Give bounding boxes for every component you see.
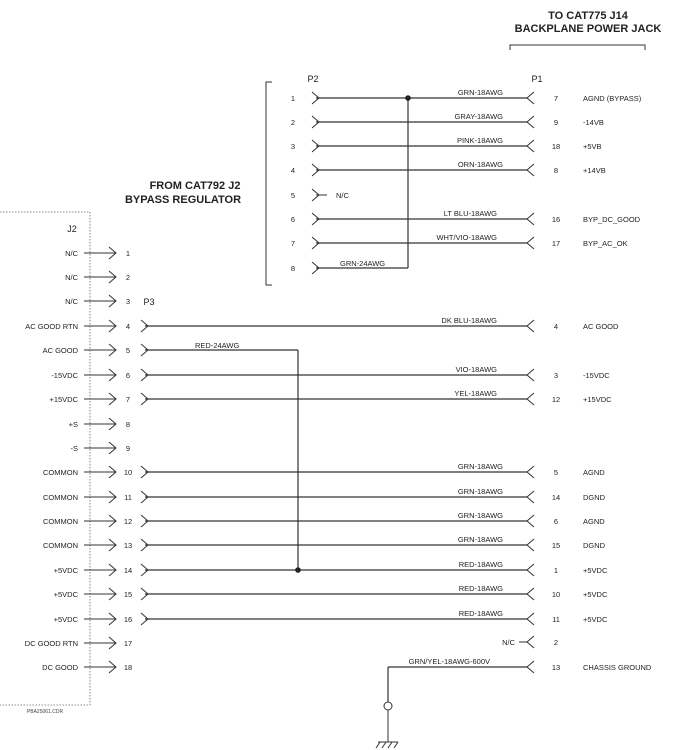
svg-text:10: 10 — [551, 590, 561, 599]
wire-label: RED-24AWG — [195, 341, 240, 350]
signal-label: +5VDC — [583, 615, 608, 624]
svg-text:N/C: N/C — [65, 273, 78, 282]
wire-label: GRN-24AWG — [340, 259, 386, 268]
p1-label: P1 — [531, 74, 543, 84]
signal-label: AGND — [583, 517, 605, 526]
wire-label: GRN-18AWG — [457, 88, 503, 97]
svg-text:18: 18 — [123, 663, 133, 672]
wire-label: YEL-18AWG — [454, 389, 497, 398]
j2-row-2 — [65, 271, 130, 283]
svg-text:9: 9 — [553, 118, 559, 127]
signal-label: DGND — [583, 541, 606, 550]
svg-text:+5VDC: +5VDC — [53, 615, 78, 624]
p1-row-13-chassis-ground — [388, 657, 652, 702]
svg-text:2: 2 — [290, 118, 296, 127]
signal-label: CHASSIS GROUND — [583, 663, 652, 672]
j2-row-13 — [43, 535, 606, 551]
from-connector-title-line1: FROM CAT792 J2 — [149, 180, 241, 192]
svg-text:14: 14 — [123, 566, 133, 575]
svg-text:12: 12 — [123, 517, 133, 526]
j2-row-6 — [51, 365, 610, 381]
p2-row-3 — [291, 136, 602, 152]
svg-text:16: 16 — [551, 215, 561, 224]
wire-label: GRN-18AWG — [457, 535, 503, 544]
svg-text:15: 15 — [551, 541, 561, 550]
svg-text:4: 4 — [125, 322, 131, 331]
svg-text:AC GOOD: AC GOOD — [42, 346, 78, 355]
svg-text:17: 17 — [123, 639, 133, 648]
svg-text:4: 4 — [290, 166, 296, 175]
svg-text:2: 2 — [125, 273, 131, 282]
p2-row-5 — [291, 189, 350, 201]
svg-text:COMMON: COMMON — [43, 541, 78, 550]
wire-label: VIO-18AWG — [455, 365, 497, 374]
signal-label: AGND — [583, 468, 605, 477]
signal-label: +5VB — [583, 142, 602, 151]
j2-row-11 — [43, 487, 606, 503]
svg-text:+15VDC: +15VDC — [49, 395, 78, 404]
svg-text:1: 1 — [290, 94, 296, 103]
svg-text:7: 7 — [553, 94, 559, 103]
p2-label: P2 — [307, 74, 319, 84]
signal-label: +14VB — [583, 166, 606, 175]
svg-text:7: 7 — [290, 239, 296, 248]
svg-text:17: 17 — [551, 239, 561, 248]
j2-row-7 — [49, 389, 612, 405]
svg-text:12: 12 — [551, 395, 561, 404]
wire-label: GRN/YEL-18AWG-600V — [408, 657, 490, 666]
signal-label: -15VDC — [583, 371, 610, 380]
svg-text:6: 6 — [125, 371, 131, 380]
svg-text:14: 14 — [551, 493, 561, 502]
svg-text:7: 7 — [125, 395, 131, 404]
signal-label: BYP_AC_OK — [583, 239, 628, 248]
svg-text:N/C: N/C — [65, 297, 78, 306]
svg-text:1: 1 — [125, 249, 131, 258]
wire-label: GRN-18AWG — [457, 511, 503, 520]
j2-row-10 — [43, 462, 605, 478]
svg-text:16: 16 — [123, 615, 133, 624]
signal-label: BYP_DC_GOOD — [583, 215, 641, 224]
wire-label: RED-18AWG — [458, 560, 503, 569]
j2-row-9 — [71, 442, 131, 454]
svg-text:AC GOOD RTN: AC GOOD RTN — [25, 322, 78, 331]
wire-label: GRAY-18AWG — [454, 112, 503, 121]
p2-row-6 — [291, 209, 641, 225]
svg-text:3: 3 — [553, 371, 559, 380]
j2-row-3 — [65, 295, 130, 307]
nc-label: N/C — [336, 191, 349, 200]
svg-text:2: 2 — [553, 638, 559, 647]
svg-text:18: 18 — [551, 142, 561, 151]
svg-text:11: 11 — [124, 493, 132, 502]
svg-text:6: 6 — [553, 517, 559, 526]
j2-row-8 — [69, 418, 130, 430]
svg-text:4: 4 — [553, 322, 559, 331]
j2-row-15 — [54, 584, 608, 600]
j2-row-14 — [54, 560, 608, 576]
wire-label: ORN-18AWG — [457, 160, 503, 169]
svg-text:10: 10 — [123, 468, 133, 477]
wire-label: LT BLU-18AWG — [443, 209, 497, 218]
svg-text:3: 3 — [290, 142, 296, 151]
svg-text:DC GOOD RTN: DC GOOD RTN — [24, 639, 78, 648]
j2-row-17 — [25, 637, 132, 649]
svg-text:13: 13 — [551, 663, 561, 672]
drawing-id: PBA25061.CDR — [26, 709, 64, 715]
svg-text:8: 8 — [290, 264, 296, 273]
j2-label: J2 — [67, 224, 77, 234]
svg-text:DC GOOD: DC GOOD — [42, 663, 78, 672]
nc-label: N/C — [502, 638, 515, 647]
j2-enclosure — [0, 212, 90, 705]
svg-text:+S: +S — [68, 420, 78, 429]
svg-text:+5VDC: +5VDC — [53, 590, 78, 599]
svg-text:-S: -S — [70, 444, 78, 453]
svg-text:8: 8 — [553, 166, 559, 175]
p1-row-2-nc — [502, 636, 558, 648]
p2-row-7 — [291, 233, 628, 249]
p3-label: P3 — [143, 297, 155, 307]
from-connector-bracket — [266, 82, 272, 285]
wire-label: RED-18AWG — [458, 584, 503, 593]
svg-text:+5VDC: +5VDC — [53, 566, 78, 575]
svg-text:15: 15 — [123, 590, 133, 599]
svg-text:9: 9 — [125, 444, 131, 453]
wire-label: PINK-18AWG — [457, 136, 503, 145]
svg-text:5: 5 — [553, 468, 559, 477]
svg-text:3: 3 — [125, 297, 131, 306]
svg-text:6: 6 — [290, 215, 296, 224]
svg-text:5: 5 — [125, 346, 131, 355]
signal-label: +15VDC — [583, 395, 612, 404]
j2-row-16 — [54, 609, 608, 625]
svg-text:11: 11 — [552, 615, 560, 624]
svg-text:N/C: N/C — [65, 249, 78, 258]
signal-label: AGND (BYPASS) — [583, 94, 642, 103]
svg-text:COMMON: COMMON — [43, 517, 78, 526]
chassis-ground-icon — [376, 702, 398, 748]
j2-row-1 — [65, 247, 130, 259]
signal-label: +5VDC — [583, 566, 608, 575]
to-connector-bracket — [510, 45, 645, 50]
signal-label: +5VDC — [583, 590, 608, 599]
signal-label: DGND — [583, 493, 606, 502]
svg-text:8: 8 — [125, 420, 131, 429]
signal-label: -14VB — [583, 118, 604, 127]
svg-text:13: 13 — [123, 541, 133, 550]
p2-row-1 — [291, 88, 642, 104]
j2-row-4 — [25, 316, 619, 332]
wire-label: RED-18AWG — [458, 609, 503, 618]
svg-text:COMMON: COMMON — [43, 493, 78, 502]
to-connector-title-line1: TO CAT775 J14 — [548, 10, 628, 22]
wire-label: DK BLU-18AWG — [441, 316, 497, 325]
p2-row-4 — [291, 160, 606, 176]
svg-text:5: 5 — [290, 191, 296, 200]
j2-row-12 — [43, 511, 605, 527]
svg-text:COMMON: COMMON — [43, 468, 78, 477]
to-connector-title-line2: BACKPLANE POWER JACK — [514, 23, 662, 35]
p2-row-2 — [291, 112, 604, 128]
svg-text:1: 1 — [553, 566, 559, 575]
from-connector-title-line2: BYPASS REGULATOR — [124, 194, 242, 206]
wire-label: GRN-18AWG — [457, 487, 503, 496]
wire-label: WHT/VIO-18AWG — [436, 233, 497, 242]
svg-text:-15VDC: -15VDC — [51, 371, 78, 380]
j2-row-18 — [42, 661, 132, 673]
wire-label: GRN-18AWG — [457, 462, 503, 471]
signal-label: AC GOOD — [583, 322, 619, 331]
